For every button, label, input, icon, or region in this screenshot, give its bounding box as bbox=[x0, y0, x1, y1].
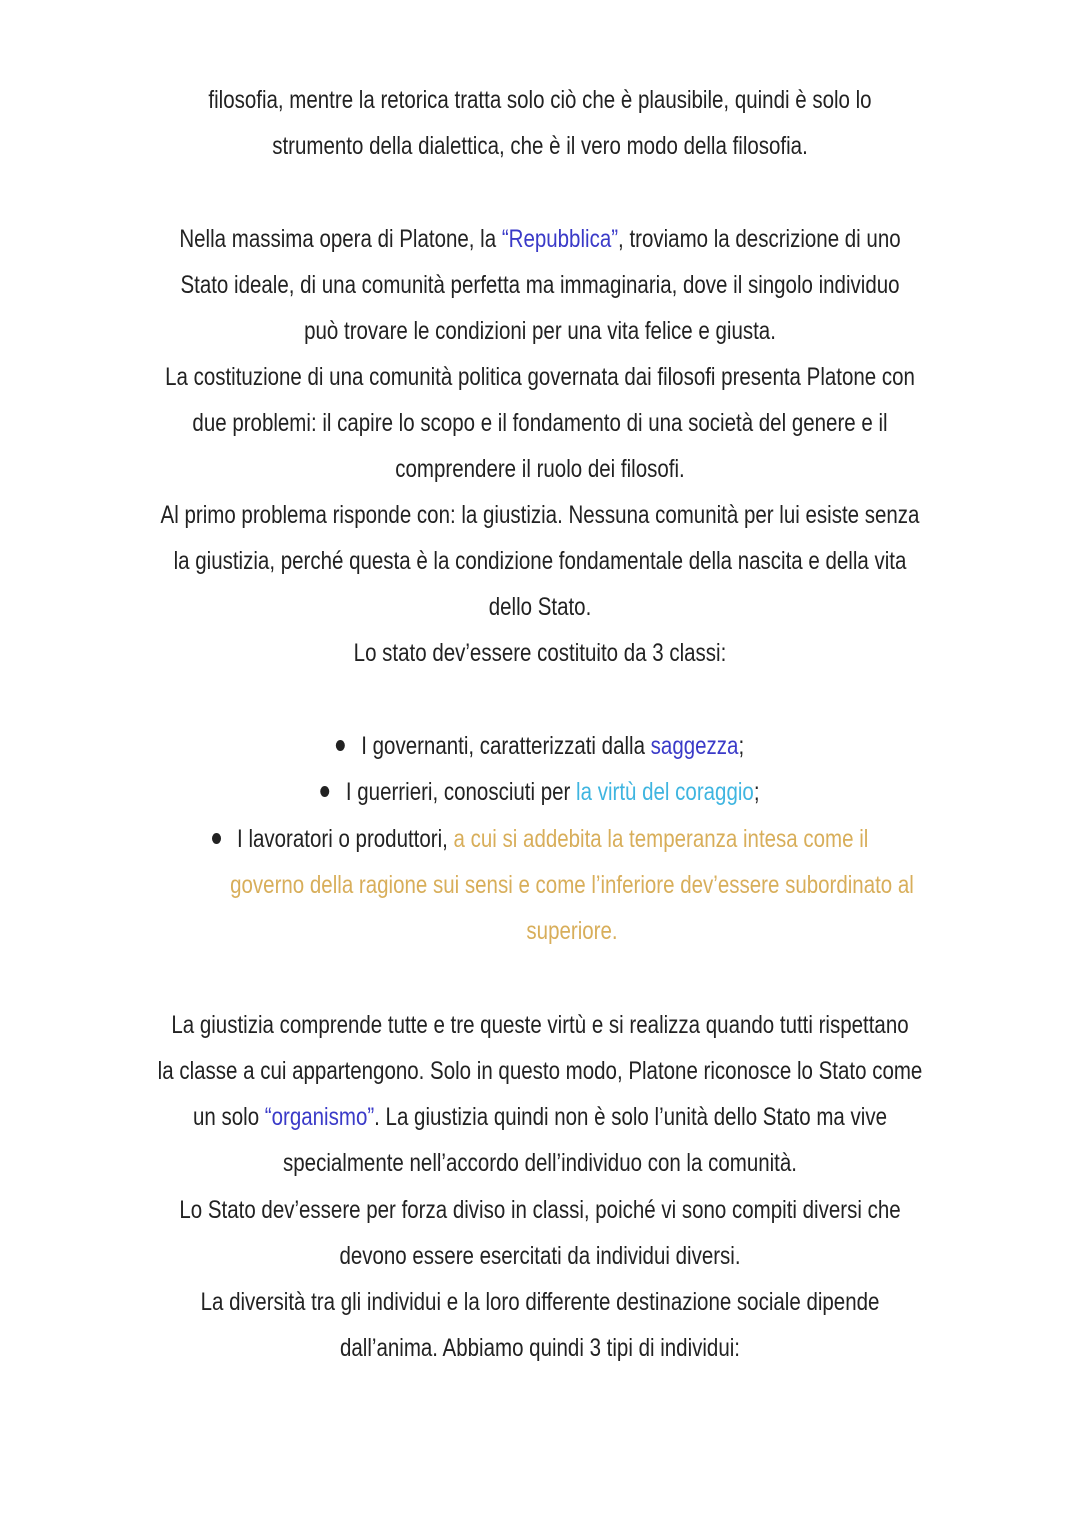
coraggio-highlight: la virtù del coraggio bbox=[576, 778, 754, 806]
bullet-icon bbox=[320, 786, 329, 797]
repubblica-line-1-end: , troviamo la descrizione di uno bbox=[618, 225, 901, 253]
list-item-guerrieri bbox=[97, 775, 983, 809]
intro-line-1: filosofia, mentre la retorica tratta solo ciò che è plausibile, quindi è solo lo bbox=[208, 86, 872, 114]
repubblica-line-7: Al primo problema risponde con: la giustizia. Nessuna comunità per lui esiste senza bbox=[160, 501, 920, 529]
giustizia-line-3-start: un solo bbox=[192, 1103, 265, 1131]
repubblica-line-3: può trovare le condizioni per una vita felice e giusta. bbox=[304, 317, 776, 345]
repubblica-line-6: comprendere il ruolo dei filosofi. bbox=[395, 455, 685, 483]
list-item-governanti-end: ; bbox=[738, 732, 745, 760]
list-item-governanti bbox=[97, 729, 983, 763]
giustizia-line-3-end: . La giustizia quindi non è solo l’unità dello Stato ma vive bbox=[374, 1103, 887, 1131]
temperanza-highlight-line-3: superiore. bbox=[526, 917, 618, 945]
list-item-guerrieri-text: I guerrieri, conosciuti per bbox=[345, 778, 577, 806]
repubblica-line-1 bbox=[97, 222, 983, 256]
repubblica-line-9: dello Stato. bbox=[488, 593, 592, 621]
giustizia-line-7: La diversità tra gli individui e la loro differente destinazione sociale dipende bbox=[200, 1288, 880, 1316]
repubblica-line-5: due problemi: il capire lo scopo e il fondamento di una società del genere e il bbox=[192, 409, 888, 437]
list-item-lavoratori-text: I lavoratori o produttori, bbox=[237, 825, 454, 853]
saggezza-highlight: saggezza bbox=[650, 732, 739, 760]
repubblica-line-2: Stato ideale, di una comunità perfetta ma immaginaria, dove il singolo individuo bbox=[180, 271, 900, 299]
giustizia-line-6: devono essere esercitati da individui diversi. bbox=[339, 1242, 741, 1270]
repubblica-line-1-start: Nella massima opera di Platone, la bbox=[179, 225, 502, 253]
bullet-icon bbox=[212, 833, 221, 844]
list-item-lavoratori bbox=[97, 822, 983, 856]
temperanza-highlight-line-1: a cui si addebita la temperanza intesa come il bbox=[453, 825, 869, 853]
repubblica-title-highlight: “Repubblica” bbox=[501, 225, 619, 253]
repubblica-line-10: Lo stato dev’essere costituito da 3 classi: bbox=[353, 639, 727, 667]
giustizia-line-8: dall’anima. Abbiamo quindi 3 tipi di individui: bbox=[339, 1334, 740, 1362]
giustizia-line-1: La giustizia comprende tutte e tre queste virtù e si realizza quando tutti rispettano bbox=[171, 1011, 909, 1039]
giustizia-line-2: la classe a cui appartengono. Solo in questo modo, Platone riconosce lo Stato come bbox=[157, 1057, 923, 1085]
list-item-governanti-text: I governanti, caratterizzati dalla bbox=[361, 732, 651, 760]
temperanza-highlight-line-2: governo della ragione sui sensi e come l’inferiore dev’essere subordinato al bbox=[230, 871, 914, 899]
repubblica-line-4: La costituzione di una comunità politica governata dai filosofi presenta Platone con bbox=[165, 363, 915, 391]
bullet-icon bbox=[336, 740, 345, 751]
repubblica-line-8: la giustizia, perché questa è la condizione fondamentale della nascita e della vita bbox=[173, 547, 907, 575]
giustizia-line-3 bbox=[97, 1100, 983, 1134]
list-item-guerrieri-end: ; bbox=[753, 778, 760, 806]
giustizia-line-5: Lo Stato dev’essere per forza diviso in classi, poiché vi sono compiti diversi che bbox=[179, 1196, 901, 1224]
organismo-highlight: “organismo” bbox=[264, 1103, 375, 1131]
giustizia-line-4: specialmente nell’accordo dell’individuo con la comunità. bbox=[283, 1149, 797, 1177]
intro-line-2: strumento della dialettica, che è il vero modo della filosofia. bbox=[272, 132, 808, 160]
